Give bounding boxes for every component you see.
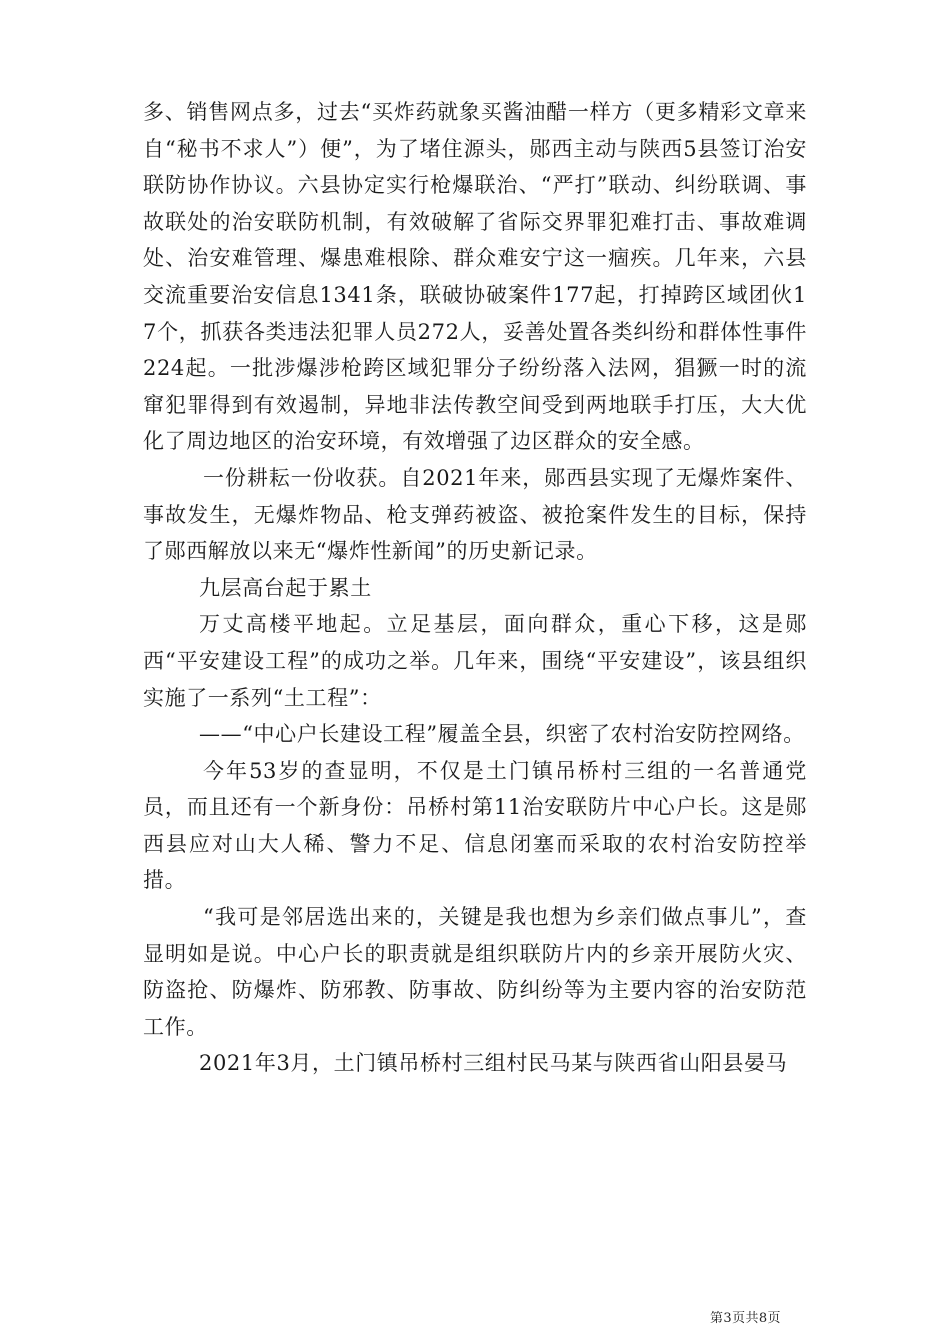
paragraph-march-event: 2021年3月，土门镇吊桥村三组村民马某与陕西省山阳县晏马 [199,1051,788,1076]
document-body [143,94,807,1082]
paragraph-household-project: ——“中心户长建设工程”履盖全县，织密了农村治安防控网络。 [199,722,805,747]
section-heading: 九层高台起于累土 [199,575,372,600]
paragraph-grassroots: 万丈高楼平地起。立足基层，面向群众，重心下移，这是郧西“平安建设工程”的成功之举。几年来，围绕“平安建设”，该县组织实施了一系列“土工程”： [143,612,807,710]
paragraph-joint-defense: 多、销售网点多，过去“买炸药就象买酱油醋一样方（更多精彩文章来自“秘书不求人”）便”，为了堵住源头，郧西主动与陕西5县签订治安联防协作协议。六县协定实行枪爆联治、“严打”联动、纠纷联调、事故联处的治安联防机制，有效破解了省际交界罪犯难打击、事故难调处、治安难管理、爆患难根除、群众难安宁这一痼疾。几年来，六县交流重要治安信息1341条，联破协破案件177起，打掉跨区域团伙17个，抓获各类违法犯罪人员272人，妥善处置各类纠纷和群体性事件224起。一批涉爆涉枪跨区域犯罪分子纷纷落入法网，猖獗一时的流窜犯罪得到有效遏制，异地非法传教空间受到两地联手打压，大大优化了周边地区的治安环境，有效增强了边区群众的安全感。 [143,100,807,454]
paragraph-harvest: 一份耕耘一份收获。自2021年来，郧西县实现了无爆炸案件、事故发生，无爆炸物品、枪支弹药被盗、被抢案件发生的目标，保持了郧西解放以来无“爆炸性新闻”的历史新记录。 [143,465,807,564]
paragraph-quote: “我可是邻居选出来的，关键是我也想为乡亲们做点事儿”，查显明如是说。中心户长的职责就是组织联防片内的乡亲开展防火灾、防盗抢、防爆炸、防邪教、防事故、防纠纷等为主要内容的治安防范工作。 [143,905,807,1039]
page-number: 第3页共8页 [710,1311,781,1326]
paragraph-zha-xianming: 今年53岁的查显明，不仅是土门镇吊桥村三组的一名普通党员，而且还有一个新身份：吊桥村第11治安联防片中心户长。这是郧西县应对山大人稀、警力不足、信息闭塞而采取的农村治安防控举措。 [143,758,807,893]
